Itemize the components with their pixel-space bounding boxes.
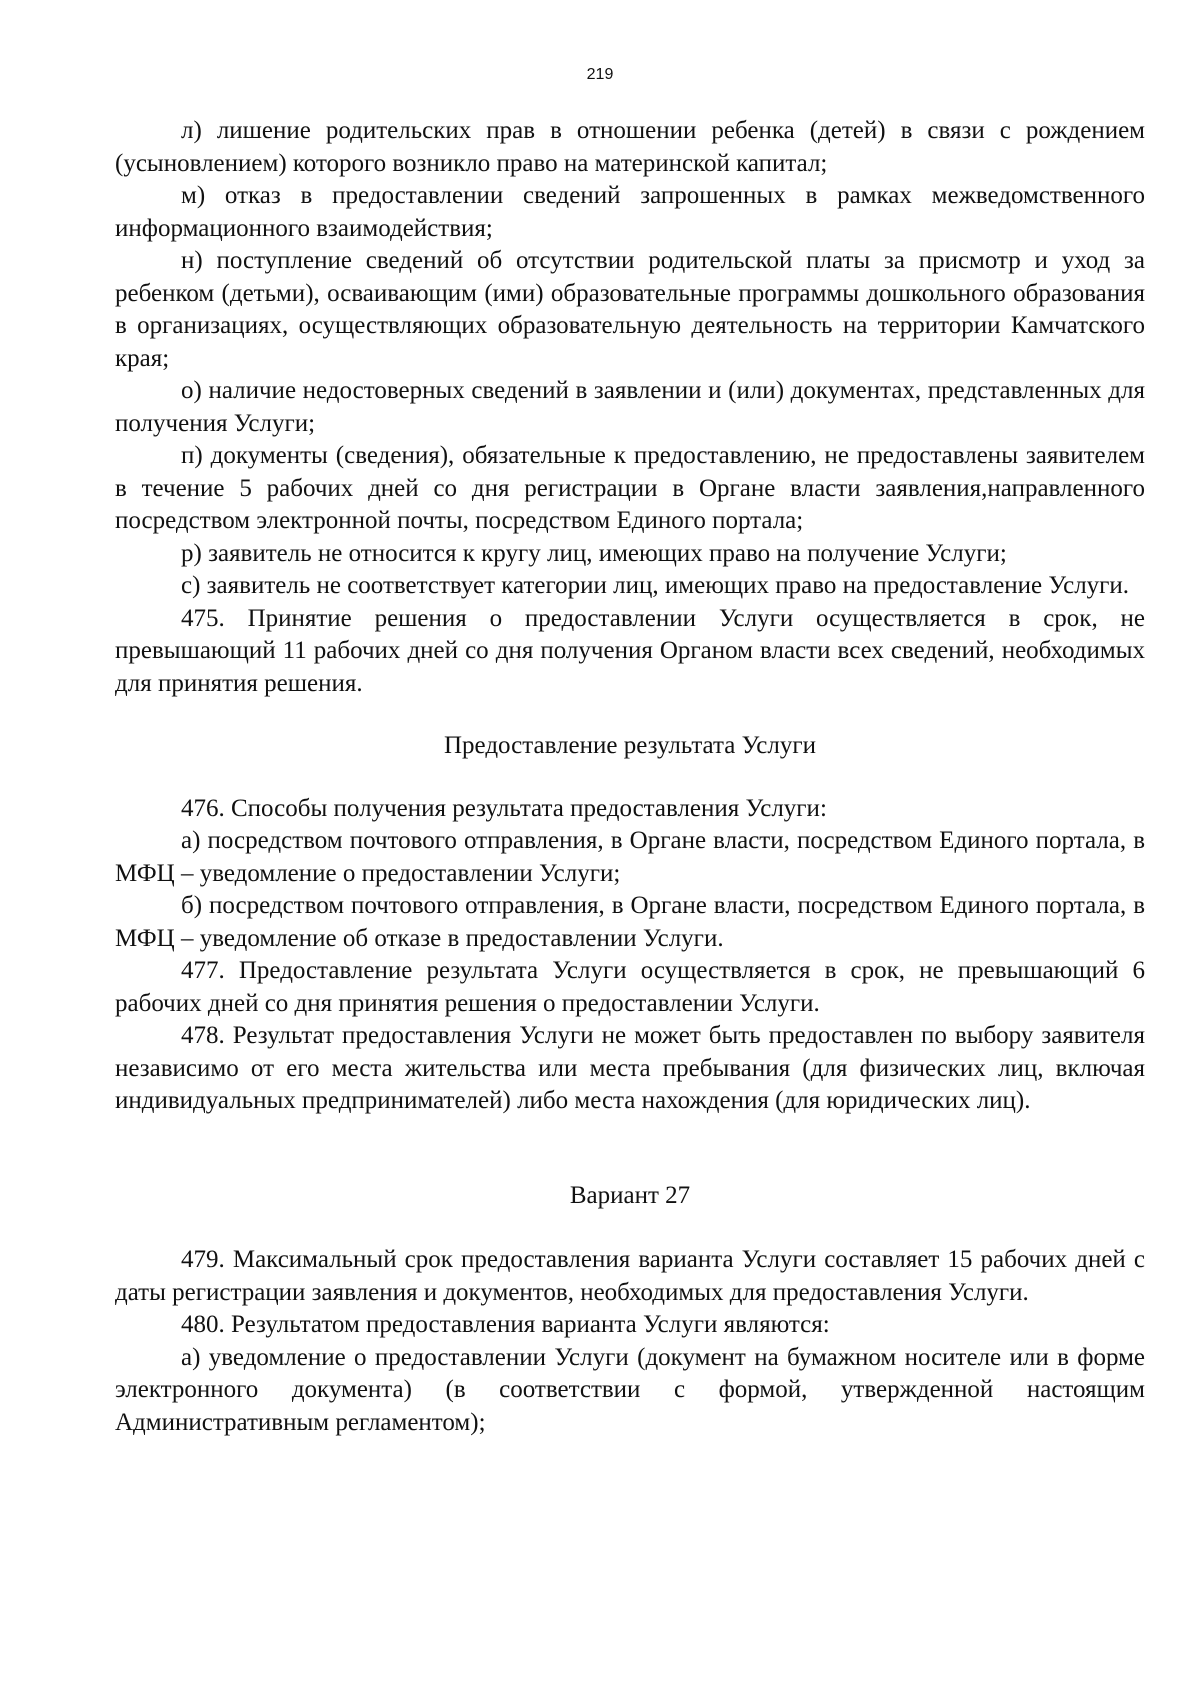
page-number: 219 [586,66,614,83]
section-heading-variant-27: Вариант 27 [569,1181,691,1209]
paragraph-r: р) заявитель не относится к кругу лиц, имеющих право на получение Услуги; [181,539,1007,567]
paragraph-478: 478. Результат предоставления Услуги не может быть предоставлен по выбору заявителя независимо от его места жительства или места пребывания (для физических лиц, включая индивидуальных предпринимателей) либо места нахождения (для юридических лиц). [115,1022,1145,1114]
paragraph-o: о) наличие недостоверных сведений в заявлении и (или) документах, представленных для получения Услуги; [115,377,1145,437]
paragraph-n: н) поступление сведений об отсутствии родительской платы за присмотр и уход за ребенком (детьми), осваивающим (ими) образовательные программы дошкольного образования в организациях, осуществляющих образовательную деятельность на территории Камчатского края; [115,247,1145,372]
document-body [115,115,1145,1439]
paragraph-476-a: а) посредством почтового отправления, в Органе власти, посредством Единого портала, в МФЦ – уведомление о предоставлении Услуги; [115,827,1145,887]
section-heading-result: Предоставление результата Услуги [444,732,816,759]
paragraph-475: 475. Принятие решения о предоставлении Услуги осуществляется в срок, не превышающий 11 рабочих дней со дня получения Органом власти всех сведений, необходимых для принятия решения. [115,604,1145,697]
paragraph-m: м) отказ в предоставлении сведений запрошенных в рамках межведомственного информационного взаимодействия; [115,182,1145,242]
paragraph-479: 479. Максимальный срок предоставления варианта Услуги составляет 15 рабочих дней с даты регистрации заявления и документов, необходимых для предоставления Услуги. [115,1246,1145,1306]
paragraph-477: 477. Предоставление результата Услуги осуществляется в срок, не превышающий 6 рабочих дней со дня принятия решения о предоставлении Услуги. [115,957,1145,1017]
paragraph-p: п) документы (сведения), обязательные к предоставлению, не предоставлены заявителем в течение 5 рабочих дней со дня регистрации в Органе власти заявления,направленного посредством электронной почты, посредством Единого портала; [115,442,1145,534]
paragraph-s: с) заявитель не соответствует категории лиц, имеющих право на предоставление Услуги. [181,572,1130,599]
paragraph-480: 480. Результатом предоставления варианта Услуги являются: [181,1311,830,1338]
paragraph-476-b: б) посредством почтового отправления, в Органе власти, посредством Единого портала, в МФЦ – уведомление об отказе в предоставлении Услуги. [115,892,1145,952]
paragraph-480-a: а) уведомление о предоставлении Услуги (документ на бумажном носителе или в форме электронного документа) (в соответствии с формой, утвержденной настоящим Административным регламентом); [115,1343,1145,1436]
paragraph-476: 476. Способы получения результата предоставления Услуги: [181,794,827,822]
paragraph-l: л) лишение родительских прав в отношении ребенка (детей) в связи с рождением (усыновлением) которого возникло право на материнской капитал; [115,117,1145,177]
